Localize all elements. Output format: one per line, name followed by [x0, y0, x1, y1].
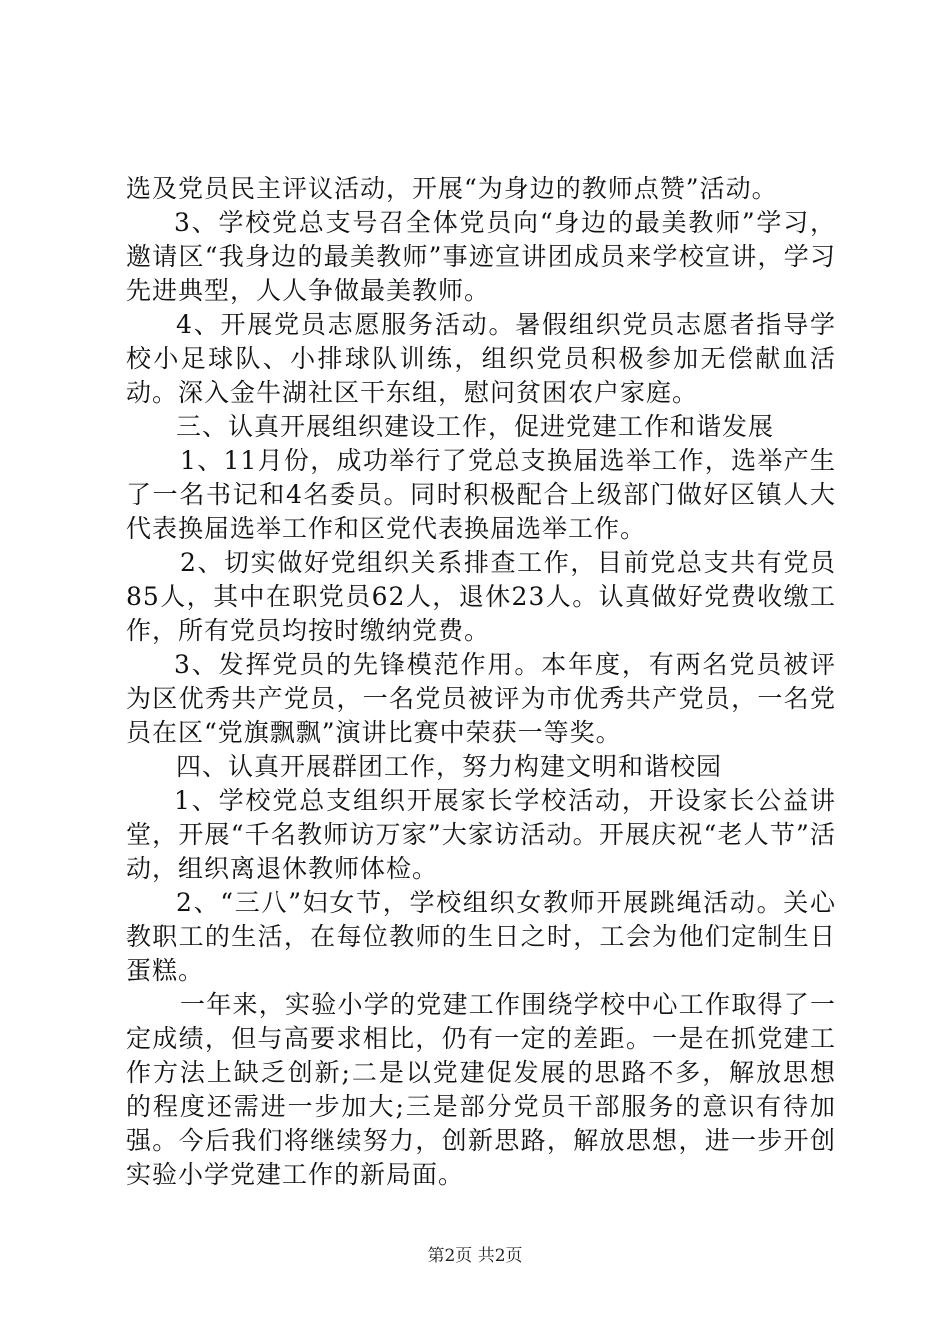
- paragraph-3: 4、开展党员志愿服务活动。暑假组织党员志愿者指导学校小足球队、小排球队训练，组织党员积极参加无偿献血活动。深入金牛湖社区干东组，慰问贫困农户家庭。: [126, 310, 836, 407]
- paragraph-10: 2、“三八”妇女节，学校组织女教师开展跳绳活动。关心教职工的生活，在每位教师的生日之时，工会为他们定制生日蛋糕。: [126, 888, 836, 985]
- document-body: [126, 172, 836, 1192]
- paragraph-11: 一年来，实验小学的党建工作围绕学校中心工作取得了一定成绩，但与高要求相比，仍有一定的差距。一是在抓党建工作方法上缺乏创新;二是以党建促发展的思路不多，解放思想的程度还需进一步加大;三是部分党员干部服务的意识有待加强。今后我们将继续努力，创新思路，解放思想，进一步开创实验小学党建工作的新局面。: [126, 990, 836, 1189]
- paragraph-2: 3、学校党总支号召全体党员向“身边的最美教师”学习，邀请区“我身边的最美教师”事迹宣讲团成员来学校宣讲，学习先进典型，人人争做最美教师。: [126, 208, 836, 305]
- section-heading-3: 三、认真开展组织建设工作，促进党建工作和谐发展: [176, 412, 775, 441]
- paragraph-7: 3、发挥党员的先锋模范作用。本年度，有两名党员被评为区优秀共产党员，一名党员被评为市优秀共产党员，一名党员在区“党旗飘飘”演讲比赛中荣获一等奖。: [126, 650, 836, 747]
- page-number-label: 第2页 共2页: [427, 1246, 523, 1266]
- paragraph-6: 2、切实做好党组织关系排查工作，目前党总支共有党员85人，其中在职党员62人，退休23人。认真做好党费收缴工作，所有党员均按时缴纳党费。: [126, 548, 836, 645]
- paragraph-1: 选及党员民主评议活动，开展“为身边的教师点赞”活动。: [126, 174, 778, 203]
- paragraph-9: 1、学校党总支组织开展家长学校活动，开设家长公益讲堂，开展“千名教师访万家”大家访活动。开展庆祝“老人节”活动，组织离退休教师体检。: [126, 786, 836, 883]
- page-footer: [0, 1245, 950, 1267]
- paragraph-5: 1、11月份，成功举行了党总支换届选举工作，选举产生了一名书记和4名委员。同时积极配合上级部门做好区镇人大代表换届选举工作和区党代表换届选举工作。: [126, 446, 836, 543]
- section-heading-4: 四、认真开展群团工作，努力构建文明和谐校园: [176, 752, 723, 781]
